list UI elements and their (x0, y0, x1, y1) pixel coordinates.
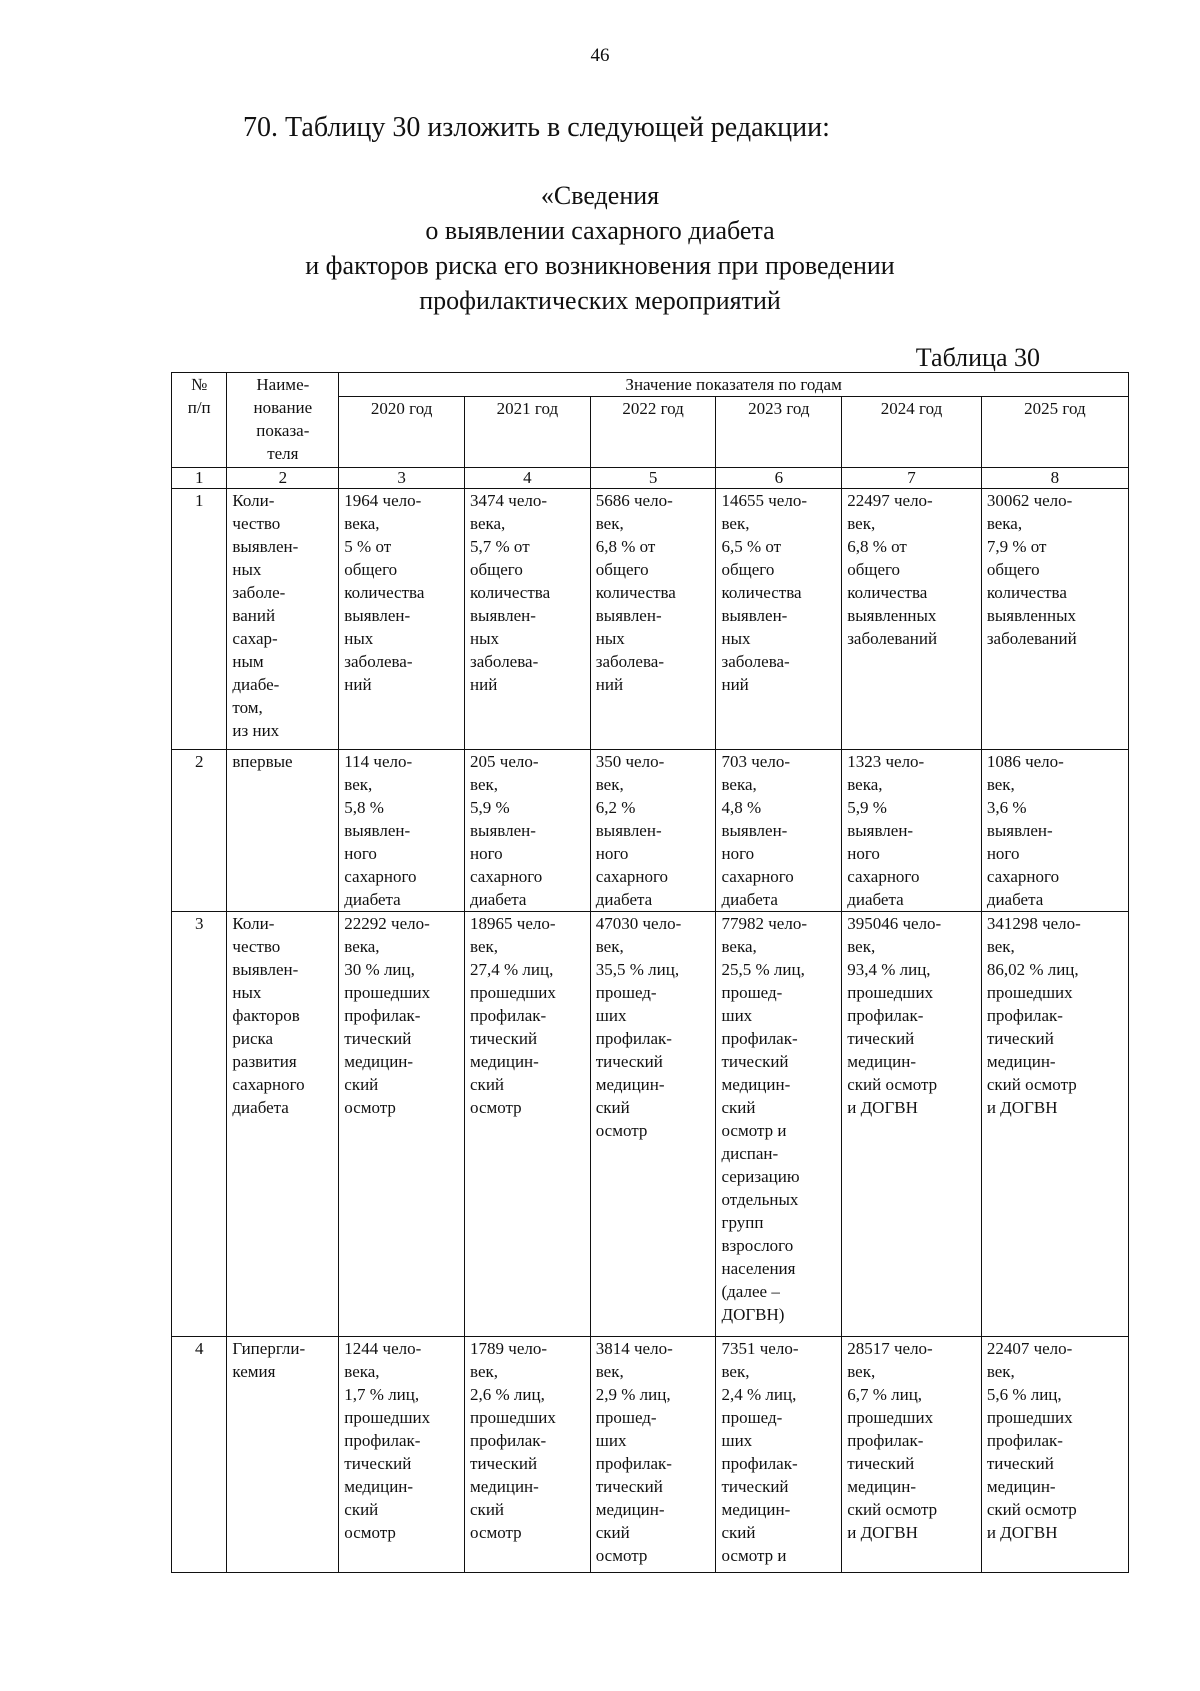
column-index: 1 (172, 468, 227, 489)
table-caption: Таблица 30 (915, 343, 1040, 372)
column-index: 3 (339, 468, 465, 489)
heading-line: «Сведения (540, 181, 660, 210)
row-number: 3 (172, 912, 227, 1337)
value-cell: 47030 чело- век, 35,5 % лиц, прошед- ших профилак- тический медицин- ский осмотр (590, 912, 716, 1337)
value-cell: 703 чело- века, 4,8 % выявлен- ного сахарного диабета (716, 750, 842, 912)
heading-line: о выявлении сахарного диабета (425, 216, 775, 245)
header-indicator-name: Наиме- нование показа- теля (227, 373, 339, 468)
value-cell: 341298 чело- век, 86,02 % лиц, прошедших профилак- тический медицин- ский осмотр и ДОГВН (981, 912, 1128, 1337)
value-cell: 30062 чело- века, 7,9 % от общего количества выявленных заболеваний (981, 489, 1128, 750)
value-cell: 1086 чело- век, 3,6 % выявлен- ного сахарного диабета (981, 750, 1128, 912)
value-cell: 3474 чело- века, 5,7 % от общего количества выявлен- ных заболева- ний (465, 489, 591, 750)
row-number: 1 (172, 489, 227, 750)
intro-paragraph: 70. Таблицу 30 изложить в следующей редакции: (243, 112, 830, 143)
header-year: 2023 год (716, 397, 842, 468)
table-row (172, 750, 1129, 912)
header-year: 2021 год (465, 397, 591, 468)
value-cell: 1964 чело- века, 5 % от общего количества выявлен- ных заболева- ний (339, 489, 465, 750)
header-year: 2025 год (981, 397, 1128, 468)
value-cell: 77982 чело- века, 25,5 % лиц, прошед- ших профилак- тический медицин- ский осмотр и диспан- серизацию отдельных групп взрослого населения (далее – ДОГВН) (716, 912, 842, 1337)
value-cell: 22497 чело- век, 6,8 % от общего количества выявленных заболеваний (842, 489, 982, 750)
value-cell: 1244 чело- века, 1,7 % лиц, прошедших профилак- тический медицин- ский осмотр (339, 1337, 465, 1573)
column-index: 5 (590, 468, 716, 489)
value-cell: 22407 чело- век, 5,6 % лиц, прошедших профилак- тический медицин- ский осмотр и ДОГВН (981, 1337, 1128, 1573)
page-number: 46 (590, 45, 610, 66)
heading-line: и факторов риска его возникновения при проведении (305, 251, 895, 280)
document-heading (0, 178, 1200, 318)
value-cell: 114 чело- век, 5,8 % выявлен- ного сахарного диабета (339, 750, 465, 912)
value-cell: 395046 чело- век, 93,4 % лиц, прошедших профилак- тический медицин- ский осмотр и ДОГВН (842, 912, 982, 1337)
value-cell: 22292 чело- века, 30 % лиц, прошедших профилак- тический медицин- ский осмотр (339, 912, 465, 1337)
indicator-name: Коли- чество выявлен- ных факторов риска развития сахарного диабета (227, 912, 339, 1337)
table-row (172, 1337, 1129, 1573)
row-number: 2 (172, 750, 227, 912)
value-cell: 7351 чело- век, 2,4 % лиц, прошед- ших профилак- тический медицин- ский осмотр и (716, 1337, 842, 1573)
value-cell: 3814 чело- век, 2,9 % лиц, прошед- ших профилак- тический медицин- ский осмотр (590, 1337, 716, 1573)
value-cell: 205 чело- век, 5,9 % выявлен- ного сахарного диабета (465, 750, 591, 912)
header-year: 2022 год (590, 397, 716, 468)
value-cell: 5686 чело- век, 6,8 % от общего количества выявлен- ных заболева- ний (590, 489, 716, 750)
column-index-row (172, 468, 1129, 489)
column-index: 7 (842, 468, 982, 489)
table-row (172, 912, 1129, 1337)
indicator-name: Гипергли- кемия (227, 1337, 339, 1573)
indicator-name: Коли- чество выявлен- ных заболе- ваний сахар- ным диабе- том, из них (227, 489, 339, 750)
row-number: 4 (172, 1337, 227, 1573)
table-row (172, 489, 1129, 750)
heading-line: профилактических мероприятий (419, 286, 781, 315)
value-cell: 14655 чело- век, 6,5 % от общего количества выявлен- ных заболева- ний (716, 489, 842, 750)
value-cell: 18965 чело- век, 27,4 % лиц, прошедших профилак- тический медицин- ский осмотр (465, 912, 591, 1337)
column-index: 4 (465, 468, 591, 489)
data-table (171, 372, 1129, 1573)
header-group-values-by-year: Значение показателя по годам (339, 373, 1129, 397)
value-cell: 28517 чело- век, 6,7 % лиц, прошедших профилак- тический медицин- ский осмотр и ДОГВН (842, 1337, 982, 1573)
value-cell: 1789 чело- век, 2,6 % лиц, прошедших профилак- тический медицин- ский осмотр (465, 1337, 591, 1573)
value-cell: 1323 чело- века, 5,9 % выявлен- ного сахарного диабета (842, 750, 982, 912)
value-cell: 350 чело- век, 6,2 % выявлен- ного сахарного диабета (590, 750, 716, 912)
column-index: 2 (227, 468, 339, 489)
header-year: 2024 год (842, 397, 982, 468)
column-index: 6 (716, 468, 842, 489)
header-number: № п/п (172, 373, 227, 468)
indicator-name: впервые (227, 750, 339, 912)
column-index: 8 (981, 468, 1128, 489)
header-year: 2020 год (339, 397, 465, 468)
